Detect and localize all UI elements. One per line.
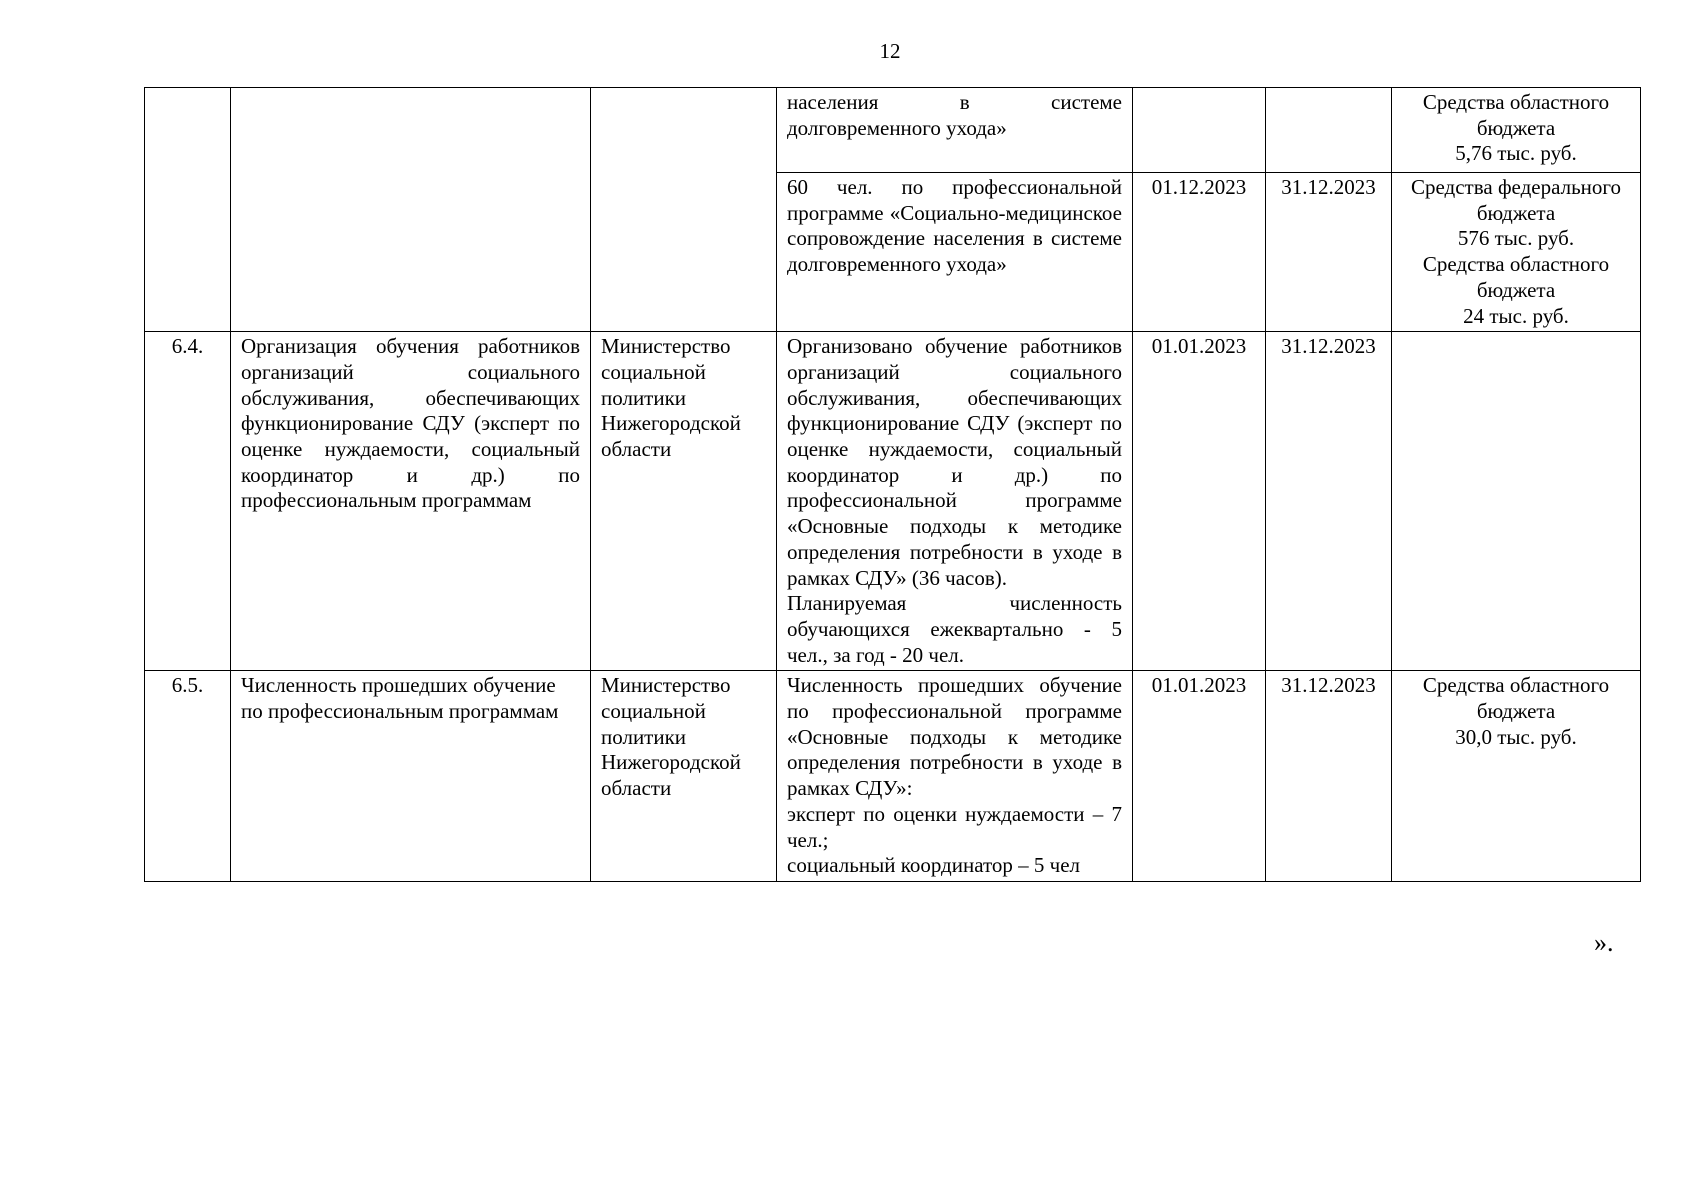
task-text: Численность прошедших обучение по профессиональной программе «Основные подходы к методике определения потребности в уходе в рамках СДУ»: (787, 673, 1122, 801)
activity-cell: Организация обучения работников организаций социального обслуживания, обеспечивающих функционирование СДУ (эксперт по оценке нуждаемости, социальный координатор и др.) по профессиональным программам (231, 332, 591, 671)
task-cell: 60 чел. по профессиональной программе «Социально-медицинское сопровождение населения в системе долговременного ухода» (777, 173, 1133, 332)
start-date-cell (1133, 88, 1266, 173)
activity-cell (231, 88, 591, 332)
funding-cell (1392, 332, 1641, 671)
end-date-cell: 31.12.2023 (1266, 173, 1392, 332)
page-number: 12 (879, 39, 901, 63)
task-cell: населения в системе долговременного ухода» (777, 88, 1133, 173)
start-date-cell: 01.01.2023 (1133, 671, 1266, 882)
num-cell: 6.4. (145, 332, 231, 671)
funding-amount: 5,76 тыс. руб. (1455, 141, 1577, 166)
end-date-cell (1266, 88, 1392, 173)
table-row (145, 88, 1641, 173)
num-cell (145, 88, 231, 332)
funding-source: Средства областного бюджета (1422, 252, 1610, 302)
funding-amount: 576 тыс. руб. (1457, 226, 1575, 251)
table-row (145, 671, 1641, 882)
funding-amount: 24 тыс. руб. (1463, 303, 1569, 328)
task-cell (777, 332, 1133, 671)
funding-cell (1392, 671, 1641, 882)
funding-amount: 30,0 тыс. руб. (1455, 724, 1577, 749)
num-cell: 6.5. (145, 671, 231, 882)
end-date-cell: 31.12.2023 (1266, 332, 1392, 671)
responsible-cell: Министерство социальной политики Нижегородской области (591, 332, 777, 671)
end-date-cell: 31.12.2023 (1266, 671, 1392, 882)
funding-source: Средства областного бюджета (1422, 90, 1610, 140)
activity-cell: Численность прошедших обучение по профессиональным программам (231, 671, 591, 882)
task-line: социальный координатор – 5 чел (787, 853, 1081, 878)
task-line: эксперт по оценки нуждаемости – 7 чел.; (787, 801, 1122, 852)
responsible-cell: Министерство социальной политики Нижегородской области (591, 671, 777, 882)
funding-cell (1392, 173, 1641, 332)
task-text: Организовано обучение работников организаций социального обслуживания, обеспечивающих функционирование СДУ (эксперт по оценке нуждаемости, социальный координатор и др.) по профессиональной программе «Основные подходы к методике определения потребности в уходе в рамках СДУ» (36 часов). (787, 334, 1122, 590)
closing-quote-mark: ». (1594, 928, 1614, 957)
task-cell (777, 671, 1133, 882)
task-extra-text: Планируемая численность обучающихся ежеквартально - 5 чел., за год - 20 чел. (787, 591, 1122, 667)
activity-table (144, 87, 1641, 882)
responsible-cell (591, 88, 777, 332)
start-date-cell: 01.01.2023 (1133, 332, 1266, 671)
funding-source: Средства областного бюджета (1422, 673, 1610, 724)
start-date-cell: 01.12.2023 (1133, 173, 1266, 332)
table-row (145, 332, 1641, 671)
funding-cell (1392, 88, 1641, 173)
funding-source: Средства федерального бюджета (1411, 175, 1621, 225)
